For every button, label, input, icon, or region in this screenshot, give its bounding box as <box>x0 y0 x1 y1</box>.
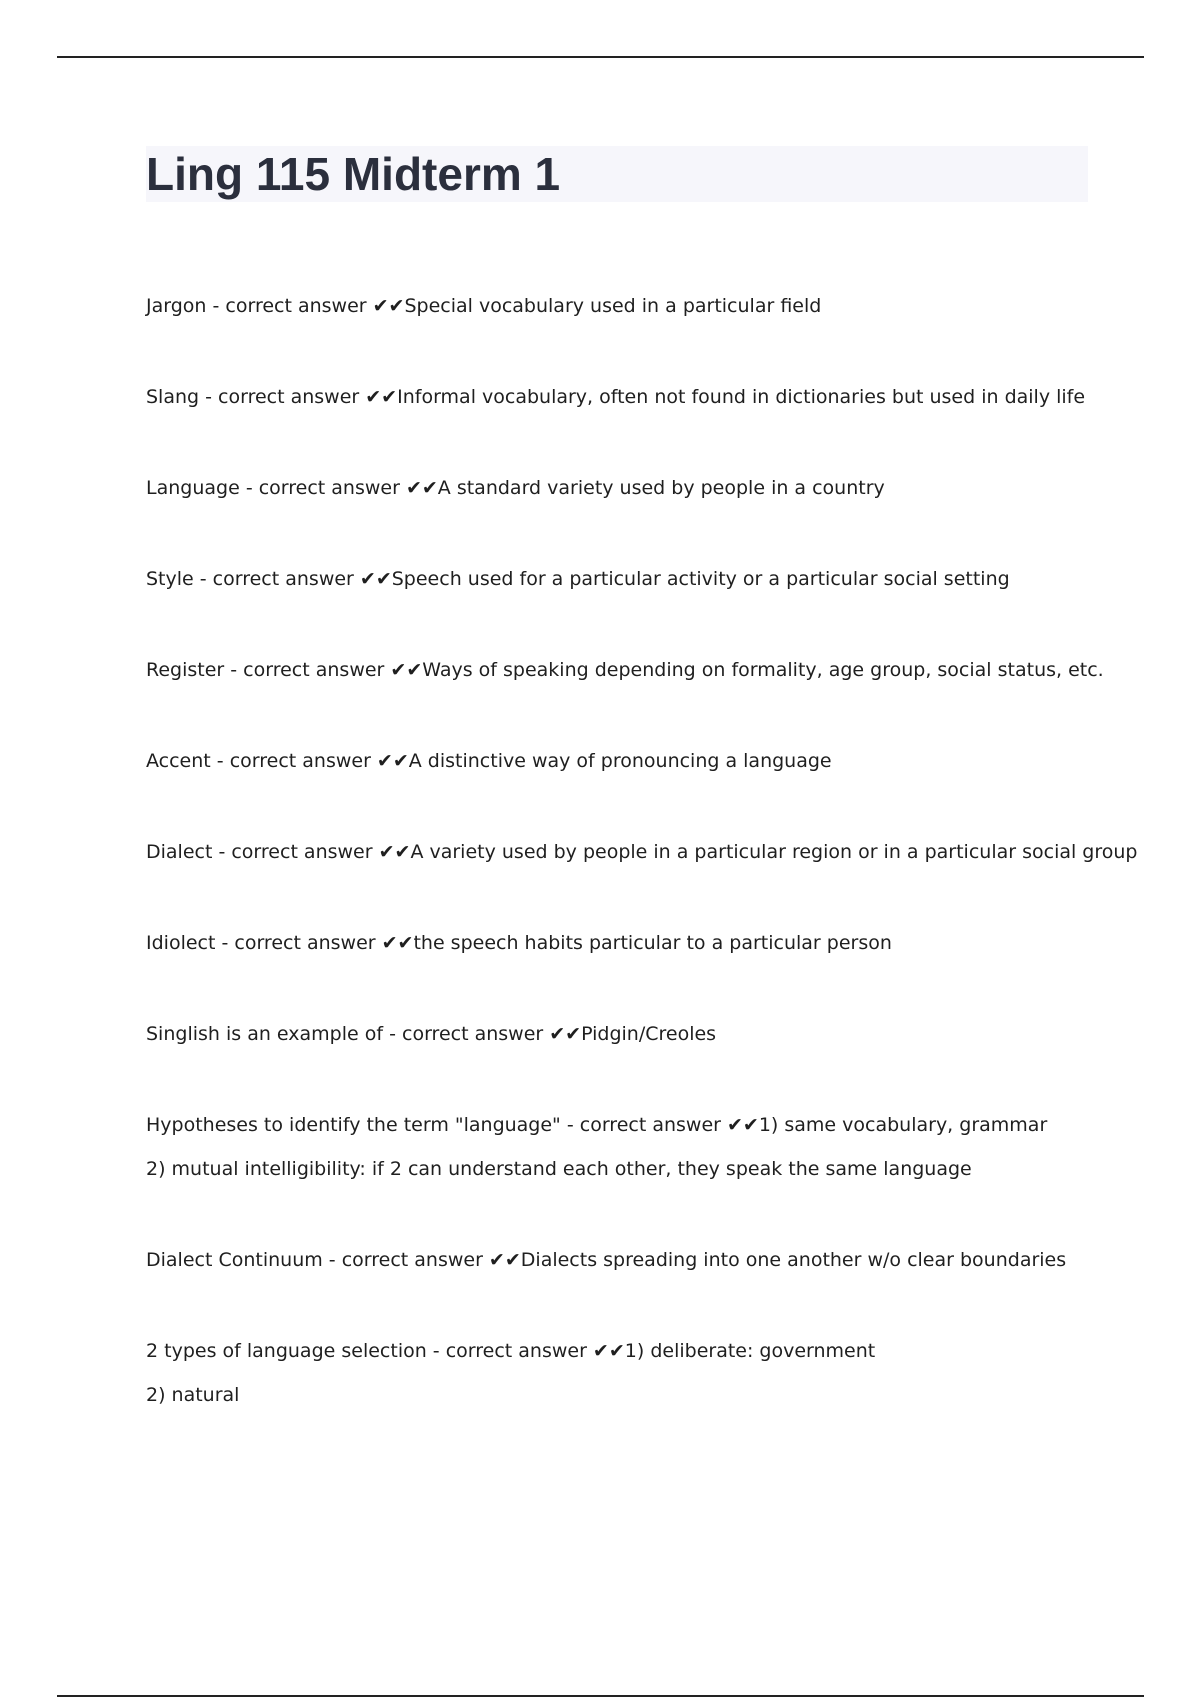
entry-continuation-line <box>146 1383 875 1407</box>
page-title: Ling 115 Midterm 1 <box>146 148 561 200</box>
entry-answer: Pidgin/Creoles <box>581 1023 717 1045</box>
entry-first-line <box>146 931 892 955</box>
entry-answer: Informal vocabulary, often not found in dictionaries but used in daily life <box>397 386 1086 408</box>
entry-first-line <box>146 1022 716 1046</box>
entry-answer: A standard variety used by people in a country <box>437 477 885 499</box>
answer-marker: correct answer ✔✔ <box>258 477 438 499</box>
entry-term: Register <box>146 659 225 681</box>
entry-separator: - <box>383 1023 402 1045</box>
answer-marker: correct answer ✔✔ <box>218 386 398 408</box>
flashcard-entry <box>146 749 832 773</box>
entry-first-line <box>146 294 821 318</box>
flashcard-entry <box>146 1248 1066 1272</box>
entry-answer: 1) deliberate: government <box>624 1340 876 1362</box>
entry-first-line <box>146 567 1010 591</box>
entry-answer: 2) natural <box>146 1384 240 1406</box>
entry-first-line <box>146 658 1104 682</box>
flashcard-entry <box>146 658 1104 682</box>
entry-separator: - <box>426 1340 446 1362</box>
top-rule <box>57 56 1144 58</box>
answer-marker: correct answer ✔✔ <box>234 932 414 954</box>
entry-answer: Special vocabulary used in a particular field <box>404 295 822 317</box>
entry-term: Idiolect <box>146 932 216 954</box>
entry-term: Language <box>146 477 240 499</box>
entry-separator: - <box>560 1114 580 1136</box>
entry-first-line <box>146 1248 1066 1272</box>
entry-answer: the speech habits particular to a particular person <box>413 932 892 954</box>
entry-first-line <box>146 385 1085 409</box>
entry-separator: - <box>224 659 244 681</box>
entry-answer: A variety used by people in a particular region or in a particular social group <box>410 841 1138 863</box>
entry-answer: Speech used for a particular activity or a particular social setting <box>391 568 1010 590</box>
flashcard-entry <box>146 1339 875 1407</box>
entry-term: Dialect <box>146 841 213 863</box>
flashcard-entry <box>146 931 892 955</box>
entry-term: Dialect Continuum <box>146 1249 323 1271</box>
entry-term: Accent <box>146 750 211 772</box>
entry-first-line <box>146 840 1137 864</box>
answer-marker: correct answer ✔✔ <box>402 1023 582 1045</box>
entry-answer: A distinctive way of pronouncing a language <box>408 750 832 772</box>
entry-first-line <box>146 749 832 773</box>
entry-separator: - <box>193 568 213 590</box>
entry-answer: 2) mutual intelligibility: if 2 can understand each other, they speak the same language <box>146 1158 972 1180</box>
entry-separator: - <box>210 750 230 772</box>
entry-separator: - <box>212 841 232 863</box>
entry-first-line <box>146 1339 875 1363</box>
entry-separator: - <box>215 932 235 954</box>
answer-marker: correct answer ✔✔ <box>212 568 392 590</box>
answer-marker: correct answer ✔✔ <box>445 1340 625 1362</box>
entry-continuation-line <box>146 1157 1047 1181</box>
flashcard-entry <box>146 1022 716 1046</box>
bottom-rule <box>57 1695 1144 1697</box>
entry-separator: - <box>206 295 226 317</box>
answer-marker: correct answer ✔✔ <box>341 1249 521 1271</box>
entry-answer: Ways of speaking depending on formality, age group, social status, etc. <box>422 659 1104 681</box>
answer-marker: correct answer ✔✔ <box>243 659 423 681</box>
flashcard-entry <box>146 385 1085 409</box>
entry-term: Slang <box>146 386 200 408</box>
answer-marker: correct answer ✔✔ <box>225 295 405 317</box>
entry-answer: 1) same vocabulary, grammar <box>758 1114 1048 1136</box>
entry-separator: - <box>239 477 259 499</box>
entry-separator: - <box>199 386 219 408</box>
entry-answer: Dialects spreading into one another w/o clear boundaries <box>520 1249 1067 1271</box>
entry-separator: - <box>322 1249 342 1271</box>
entry-term: Style <box>146 568 194 590</box>
flashcard-entry <box>146 567 1010 591</box>
answer-marker: correct answer ✔✔ <box>229 750 409 772</box>
entry-first-line <box>146 1113 1047 1137</box>
flashcard-entry <box>146 1113 1047 1181</box>
answer-marker: correct answer ✔✔ <box>579 1114 759 1136</box>
entry-term: Jargon <box>146 295 207 317</box>
flashcard-entry <box>146 476 885 500</box>
entry-term: Singlish is an example of <box>146 1023 384 1045</box>
flashcard-entry <box>146 294 821 318</box>
flashcard-entry <box>146 840 1137 864</box>
entry-term: 2 types of language selection <box>146 1340 427 1362</box>
entry-first-line <box>146 476 885 500</box>
answer-marker: correct answer ✔✔ <box>231 841 411 863</box>
entry-term: Hypotheses to identify the term "language" <box>146 1114 561 1136</box>
